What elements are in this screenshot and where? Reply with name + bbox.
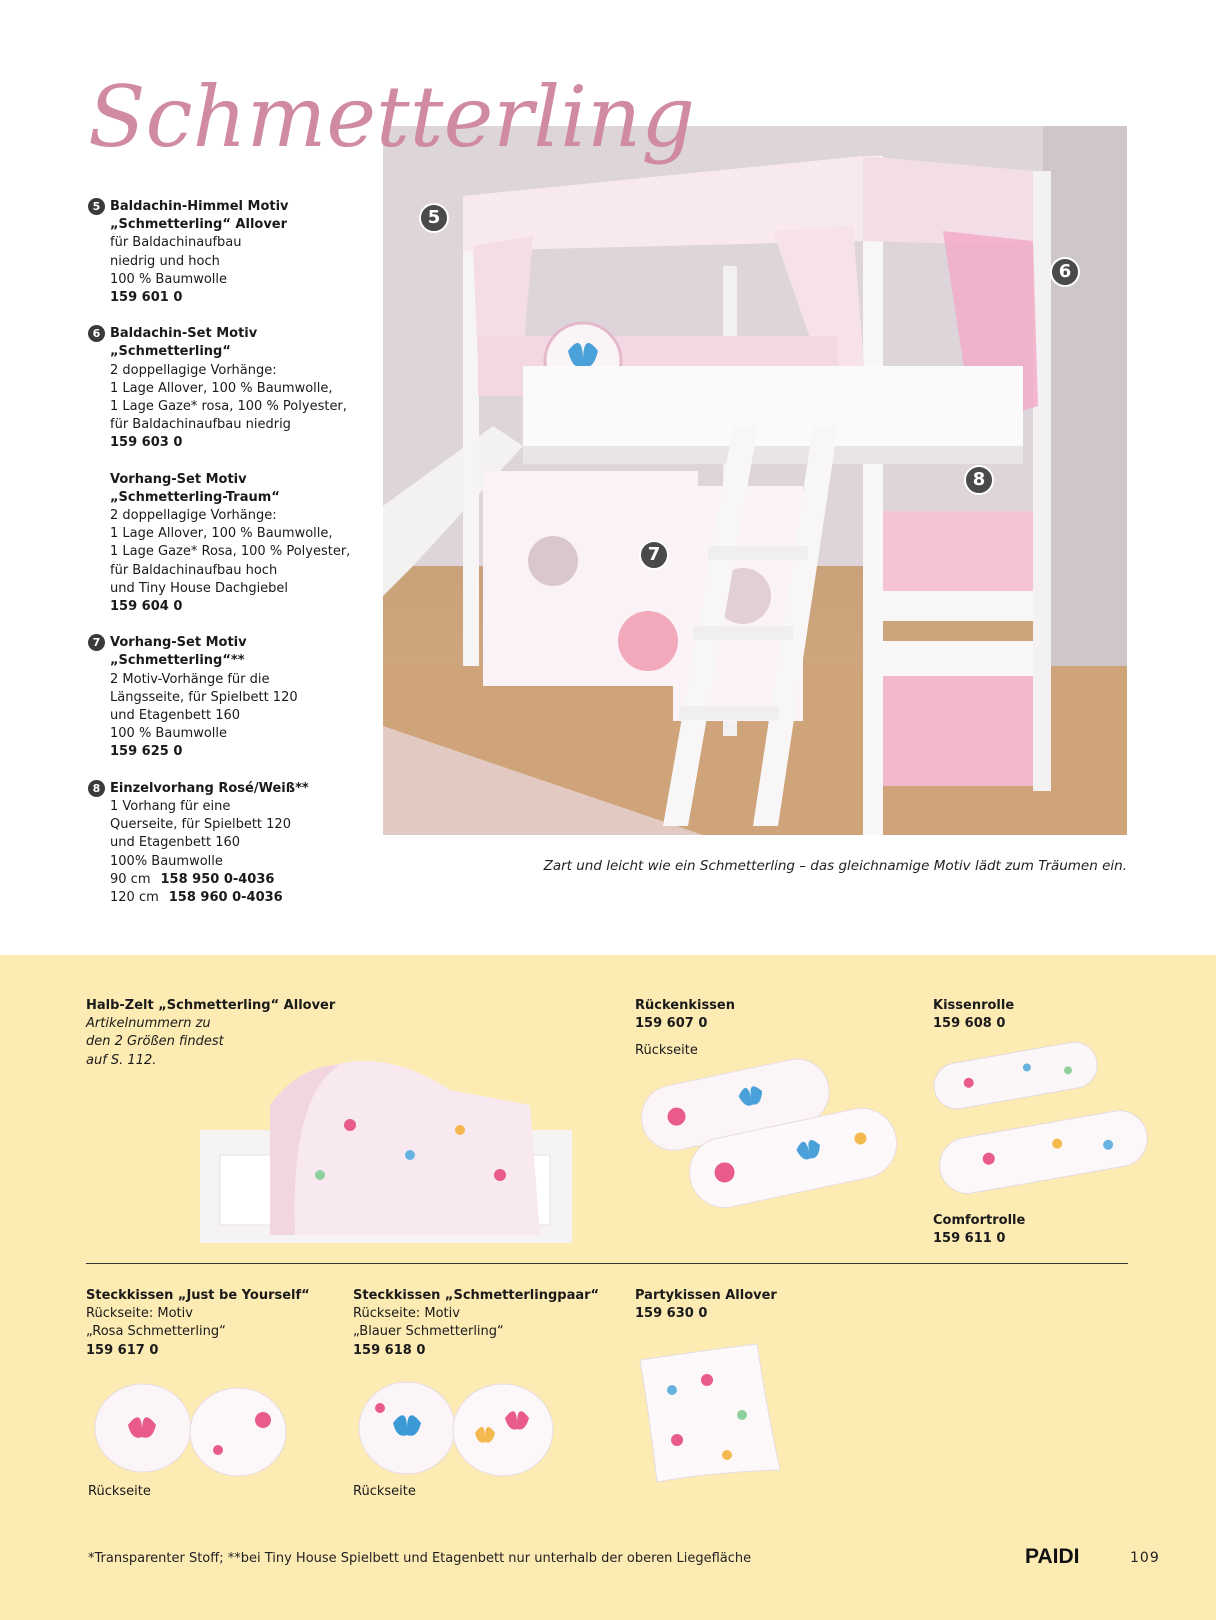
item-article-number: 159 604 0 xyxy=(110,599,183,615)
product-steckkissen-just-be-yourself xyxy=(86,1287,346,1360)
item-number-badge: 5 xyxy=(88,198,105,215)
photo-badge-7: 7 xyxy=(639,540,669,570)
product-article-number: 159 617 0 xyxy=(86,1342,159,1358)
product-steckkissen-schmetterlingpaar xyxy=(353,1287,623,1360)
product-article-number: 159 611 0 xyxy=(933,1231,1006,1247)
product-comfortrolle xyxy=(933,1212,1133,1248)
steckkissen-1-image xyxy=(88,1380,293,1480)
brand-logo: PAIDI xyxy=(1025,1545,1080,1568)
size-row xyxy=(110,871,368,889)
item-number-badge: 6 xyxy=(88,325,105,342)
page-number: 109 xyxy=(1130,1550,1160,1566)
photo-caption: Zart und leicht wie ein Schmetterling – das gleichnamige Motiv lädt zum Träumen ein. xyxy=(543,858,1127,874)
product-article-number: 159 607 0 xyxy=(635,1016,708,1032)
item-article-number: 158 950 0-4036 xyxy=(160,871,275,887)
item-name: Einzelvorhang Rosé/Weiß** xyxy=(110,780,309,796)
product-name: Comfortrolle xyxy=(933,1213,1026,1228)
product-kissenrolle xyxy=(933,997,1133,1033)
item-article-number: 159 601 0 xyxy=(110,290,183,306)
product-partykissen xyxy=(635,1287,855,1323)
product-list xyxy=(88,198,368,925)
halbzelt-image xyxy=(200,1035,572,1243)
product-article-number: 159 608 0 xyxy=(933,1016,1006,1032)
photo-badge-6: 6 xyxy=(1050,257,1080,287)
product-name: Steckkissen „Just be Yourself“ xyxy=(86,1288,310,1303)
back-side-label: Rückseite xyxy=(353,1484,416,1499)
item-description: für Baldachinaufbau niedrig und hoch 100 % Baumwolle xyxy=(110,235,242,287)
photo-badge-8: 8 xyxy=(964,465,994,495)
page-title: Schmetterling xyxy=(88,68,696,166)
list-item xyxy=(88,198,368,307)
item-name: Vorhang-Set Motiv „Schmetterling-Traum“ xyxy=(110,471,280,505)
product-name: Kissenrolle xyxy=(933,998,1015,1013)
list-item xyxy=(88,325,368,452)
item-name: Baldachin-Himmel Motiv „Schmetterling“ Allover xyxy=(110,199,289,233)
photo-badge-5: 5 xyxy=(419,203,449,233)
bed-photo xyxy=(383,126,1127,835)
item-number-badge: 8 xyxy=(88,780,105,797)
item-name: Vorhang-Set Motiv „Schmetterling“** xyxy=(110,635,247,669)
bed-illustration xyxy=(383,126,1127,835)
section-divider xyxy=(86,1263,1128,1264)
back-side-label: Rückseite xyxy=(88,1484,151,1499)
list-item xyxy=(88,780,368,907)
product-note: Artikelnummern zu den 2 Größen findest auf S. 112. xyxy=(86,1016,224,1068)
footnote: *Transparenter Stoff; **bei Tiny House Spielbett und Etagenbett nur unterhalb der oberen Liegefläche xyxy=(88,1551,752,1566)
product-description: Rückseite: Motiv „Rosa Schmetterling“ xyxy=(86,1306,226,1340)
back-side-label: Rückseite xyxy=(635,1043,698,1058)
item-article-number: 159 603 0 xyxy=(110,435,183,451)
item-description: 2 doppellagige Vorhänge: 1 Lage Allover, 100 % Baumwolle, 1 Lage Gaze* rosa, 100 % Polyester, für Baldachinaufbau niedrig xyxy=(110,362,347,433)
item-article-number: 158 960 0-4036 xyxy=(168,889,283,905)
product-name: Rückenkissen xyxy=(635,998,735,1013)
size-label: 90 cm xyxy=(110,871,151,887)
product-name: Steckkissen „Schmetterlingpaar“ xyxy=(353,1288,600,1303)
product-article-number: 159 618 0 xyxy=(353,1342,426,1358)
product-name: Halb-Zelt „Schmetterling“ Allover xyxy=(86,998,336,1013)
item-description: 2 doppellagige Vorhänge: 1 Lage Allover, 100 % Baumwolle, 1 Lage Gaze* Rosa, 100 % Polyester, für Baldachinaufbau hoch und Tiny House Dachgiebel xyxy=(110,508,351,596)
size-label: 120 cm xyxy=(110,889,159,905)
product-article-number: 159 630 0 xyxy=(635,1306,708,1322)
item-number-badge: 7 xyxy=(88,634,105,651)
item-article-number: 159 625 0 xyxy=(110,744,183,760)
size-row xyxy=(110,889,368,907)
partykissen-image xyxy=(632,1340,782,1485)
steckkissen-2-image xyxy=(355,1378,560,1480)
item-description: 2 Motiv-Vorhänge für die Längsseite, für Spielbett 120 und Etagenbett 160 100 % Baumwolle xyxy=(110,671,298,742)
list-item xyxy=(88,634,368,761)
item-description: 1 Vorhang für eine Querseite, für Spielbett 120 und Etagenbett 160 100% Baumwolle xyxy=(110,798,291,869)
item-name: Baldachin-Set Motiv „Schmetterling“ xyxy=(110,326,258,360)
rueckenkissen-image xyxy=(632,1043,900,1211)
list-item xyxy=(88,471,368,617)
product-rueckenkissen xyxy=(635,997,855,1033)
product-description: Rückseite: Motiv „Blauer Schmetterling“ xyxy=(353,1306,504,1340)
product-name: Partykissen Allover xyxy=(635,1288,777,1303)
kissenrolle-image xyxy=(928,1035,1150,1210)
